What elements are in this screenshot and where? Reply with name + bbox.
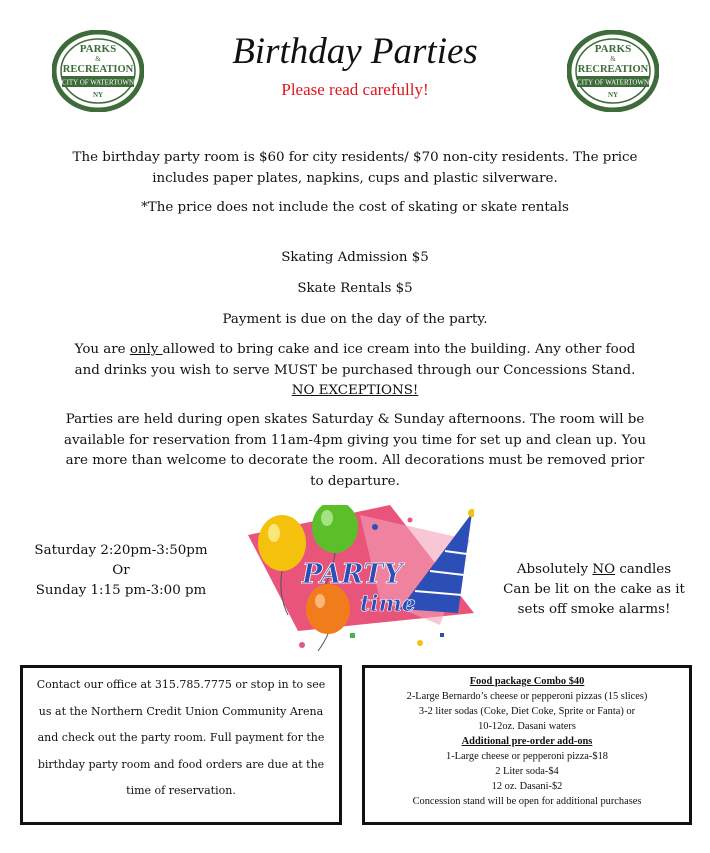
price-note: *The price does not include the cost of skating or skate rentals xyxy=(141,200,569,215)
time-word: time xyxy=(360,591,416,617)
logo-line5: NY xyxy=(92,91,104,99)
food-rules-text-a: You are xyxy=(74,342,130,357)
no-exceptions: NO EXCEPTIONS! xyxy=(291,383,419,398)
candle-warning-line2: Can be lit on the cake as it xyxy=(503,582,685,597)
candle-warning xyxy=(494,560,694,620)
logo-line2: & xyxy=(95,55,101,63)
payment-note: Payment is due on the day of the party. xyxy=(222,312,488,327)
logo-line4: CITY OF WATERTOWN xyxy=(61,78,135,87)
candle-warning-line3: sets off smoke alarms! xyxy=(517,602,671,617)
contact-box: Contact our office at 315.785.7775 or stop in to see us at the Northern Credit Union Community Arena and check out the party room. Full payment for the birthday party room and food orders are due at the time of reservation. xyxy=(20,665,342,825)
price-paragraph: The birthday party room is $60 for city residents/ $70 non-city residents. The price includes paper plates, napkins, cups and plastic silverware. xyxy=(72,150,638,186)
food-package-item: 10-12oz. Dasani waters xyxy=(478,721,576,732)
candle-warning-b: candles xyxy=(615,562,672,577)
rental-price: Skate Rentals $5 xyxy=(297,281,413,296)
concession-note: Concession stand will be open for additional purchases xyxy=(412,796,642,807)
schedule-block xyxy=(26,541,216,601)
logo-line4: CITY OF WATERTOWN xyxy=(576,78,650,87)
addon-item: 1-Large cheese or pepperoni pizza-$18 xyxy=(446,751,608,762)
addon-item: 12 oz. Dasani-$2 xyxy=(491,781,563,792)
schedule-or: Or xyxy=(112,563,130,578)
food-rules-text-b: allowed to bring cake and ice cream into the building. Any other food and drinks you wish to serve MUST be purchased through our Concessions Stand. xyxy=(74,342,636,378)
candle-warning-no: NO xyxy=(592,562,616,577)
food-package-item: 3-2 liter sodas (Coke, Diet Coke, Sprite or Fanta) or xyxy=(418,706,636,717)
food-package-item: 2-Large Bernardo’s cheese or pepperoni pizzas (15 slices) xyxy=(406,691,648,702)
food-rules-only: only xyxy=(129,342,163,357)
admission-price: Skating Admission $5 xyxy=(281,250,429,265)
logo-line1: PARKS xyxy=(79,43,117,55)
candle-warning-a: Absolutely xyxy=(516,562,593,577)
party-word: PARTY xyxy=(302,559,403,590)
party-times-paragraph: Parties are held during open skates Saturday & Sunday afternoons. The room will be available for reservation from 11am-4pm giving you time for set up and clean up. You are more than welcome to decorate the room. All decorations must be removed prior to departure. xyxy=(64,412,646,489)
logo-line3: RECREATION xyxy=(62,64,134,75)
page-subtitle: Please read carefully! xyxy=(281,80,429,99)
addon-item: 2 Liter soda-$4 xyxy=(495,766,559,777)
food-rules-paragraph xyxy=(60,340,650,402)
page-title: Birthday Parties xyxy=(232,31,478,72)
food-package-box xyxy=(362,665,692,825)
schedule-saturday: Saturday 2:20pm-3:50pm xyxy=(34,543,208,558)
party-time-graphic xyxy=(240,505,474,653)
orange-balloon-icon xyxy=(306,584,350,651)
schedule-sunday: Sunday 1:15 pm-3:00 pm xyxy=(35,583,207,598)
addons-heading: Additional pre-order add-ons xyxy=(461,736,593,747)
logo-line3: RECREATION xyxy=(577,64,649,75)
logo-line2: & xyxy=(610,55,616,63)
logo-line1: PARKS xyxy=(594,43,632,55)
logo-line5: NY xyxy=(607,91,619,99)
food-package-heading: Food package Combo $40 xyxy=(469,676,585,687)
